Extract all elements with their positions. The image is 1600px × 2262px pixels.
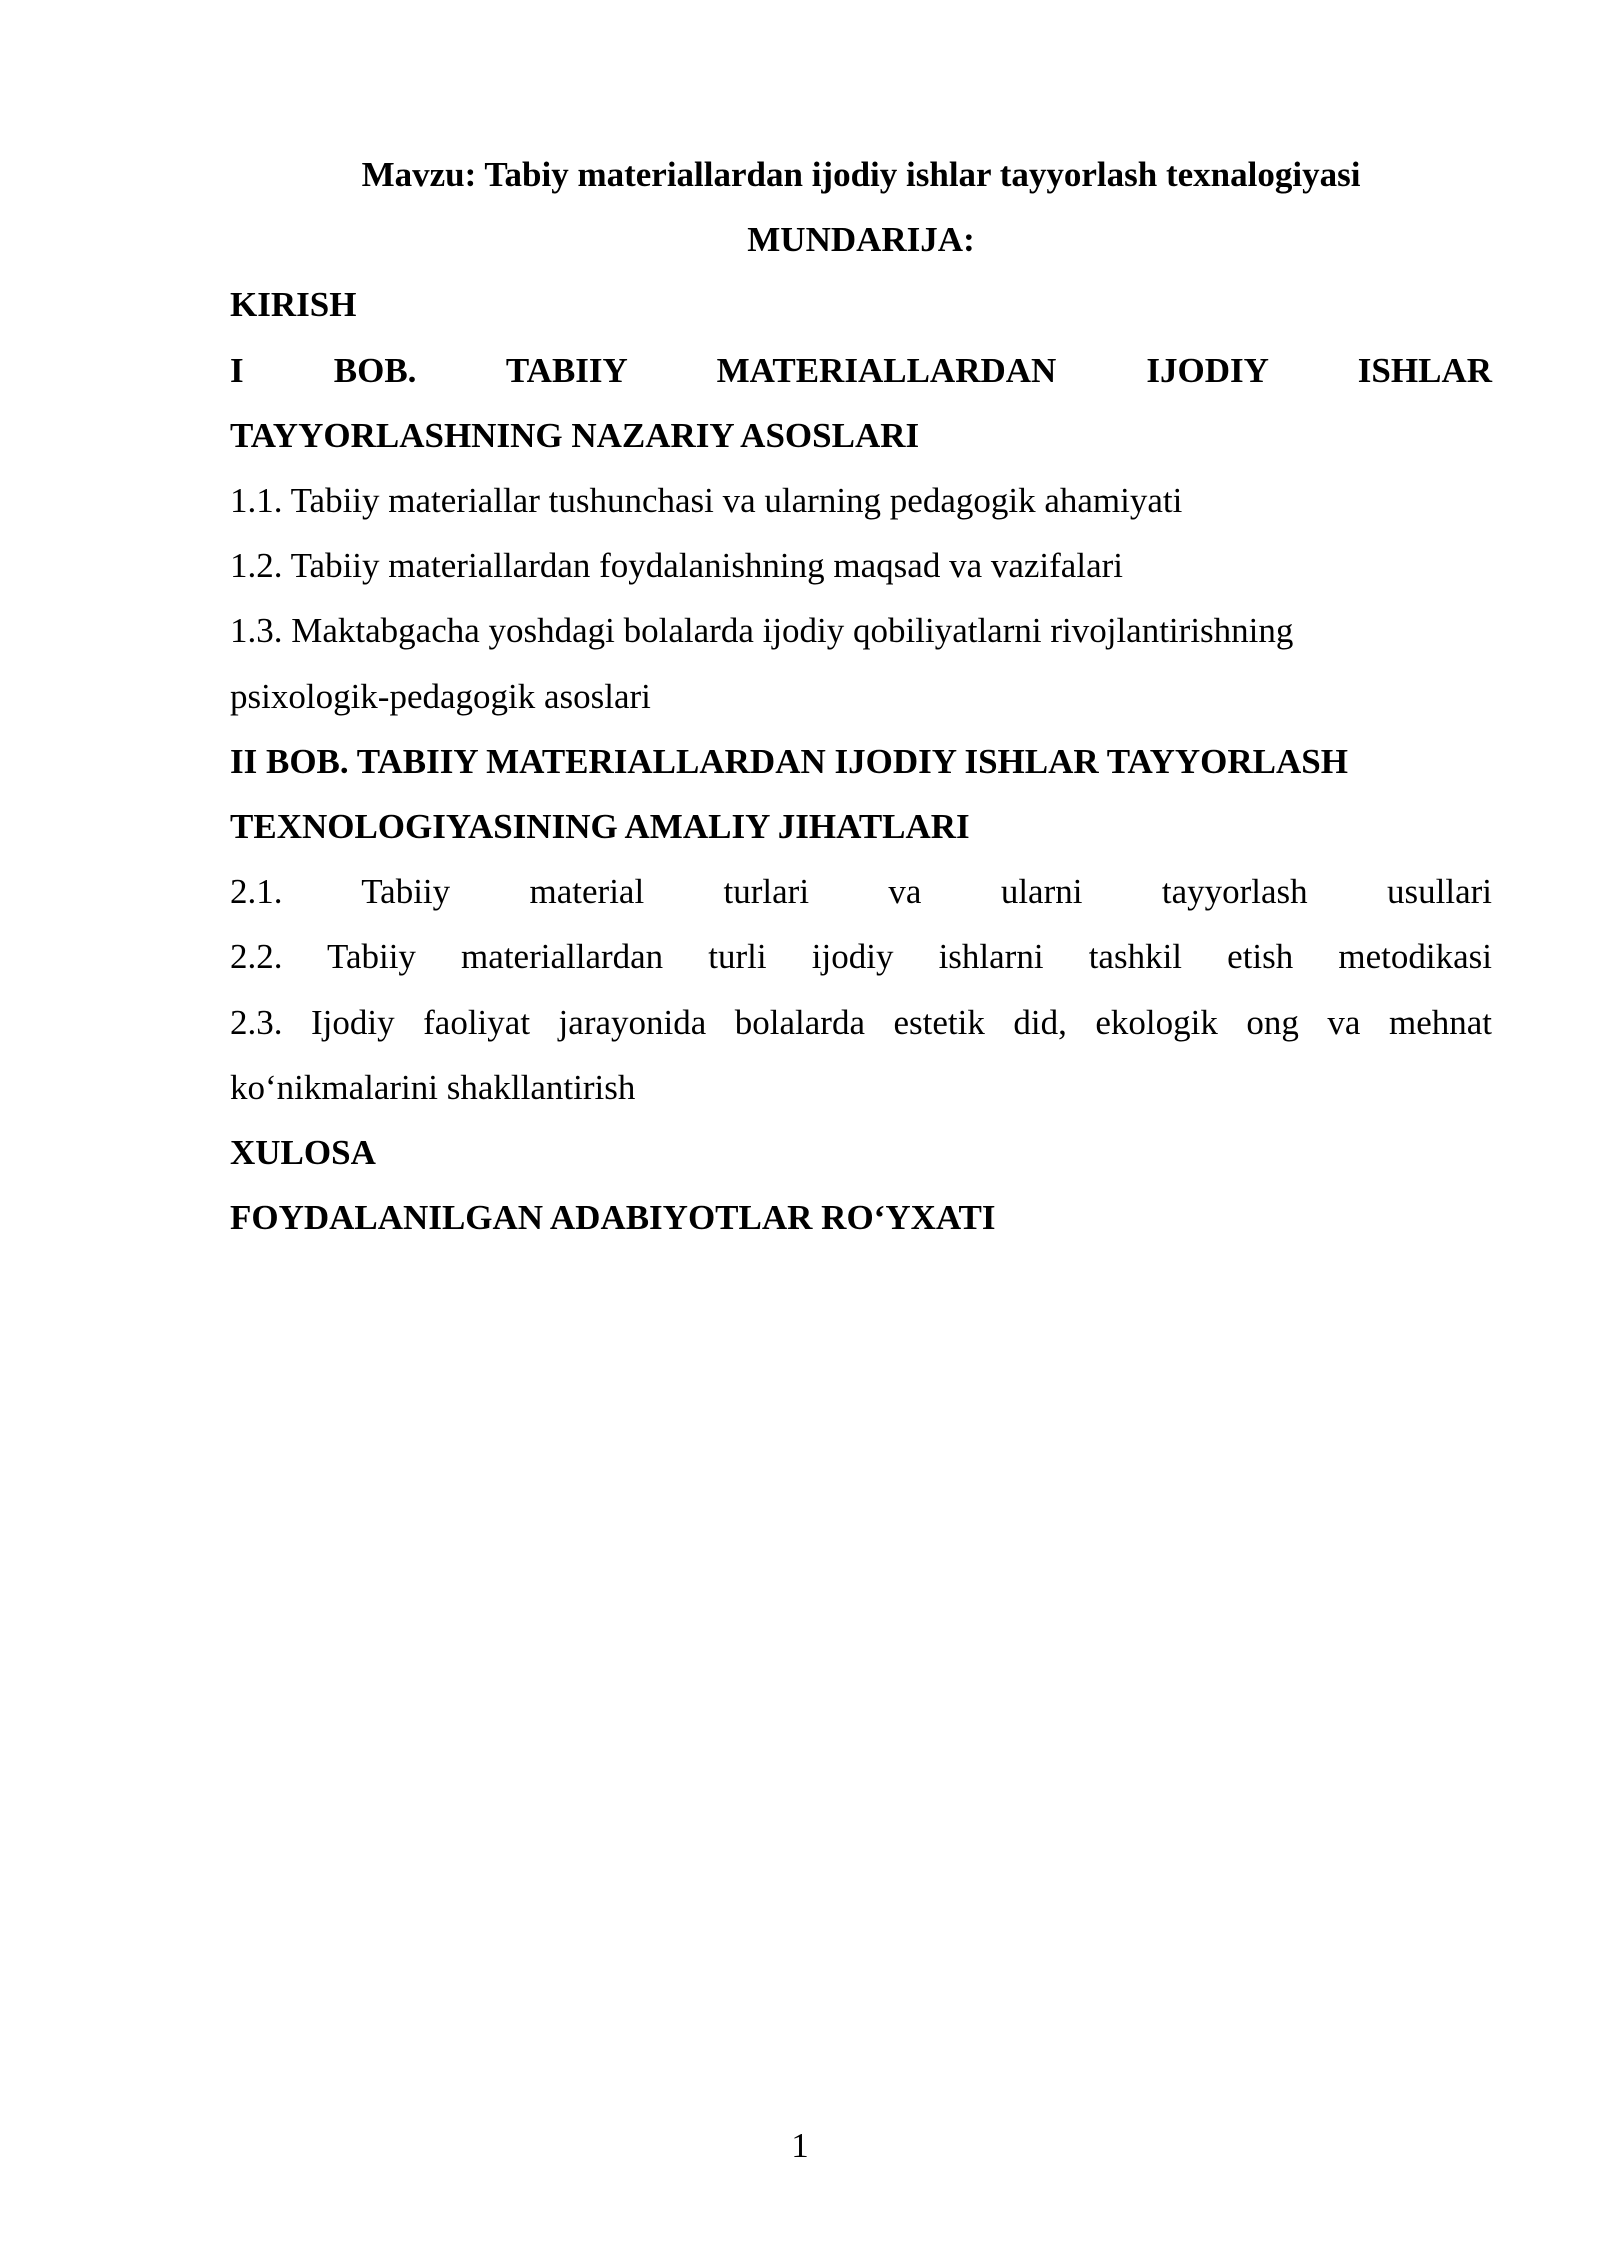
toc-item-2-3-cont: koʻnikmalarini shakllantirish bbox=[230, 1067, 636, 1107]
toc-item-1-2: 1.2. Tabiiy materiallardan foydalanishning maqsad va vazifalari bbox=[230, 546, 1123, 586]
page-number: 1 bbox=[791, 2126, 809, 2165]
toc-item-2-3: 2.3. Ijodiy faoliyat jarayonida bolalarda estetik did, ekologik ong va mehnat bbox=[230, 1002, 1492, 1042]
toc-item-1-1: 1.1. Tabiiy materiallar tushunchasi va ularning pedagogik ahamiyati bbox=[230, 481, 1183, 521]
toc-item-2-2: 2.2. Tabiiy materiallardan turli ijodiy ishlarni tashkil etish metodikasi bbox=[230, 937, 1492, 977]
toc-item-2-1: 2.1. Tabiiy material turlari va ularni tayyorlash usullari bbox=[230, 872, 1492, 912]
document-title: Mavzu: Tabiy materiallardan ijodiy ishlar tayyorlash texnalogiyasi bbox=[361, 155, 1361, 194]
toc-item-1-3-cont: psixologik-pedagogik asoslari bbox=[230, 676, 651, 716]
toc-references: FOYDALANILGAN ADABIYOTLAR ROʻYXATI bbox=[230, 1198, 996, 1238]
toc-item-1-3: 1.3. Maktabgacha yoshdagi bolalarda ijodiy qobiliyatlarni rivojlantirishning bbox=[230, 611, 1294, 651]
toc-chapter1-title: I BOB. TABIIY MATERIALLARDAN IJODIY ISHLAR bbox=[230, 350, 1492, 390]
toc-chapter2-title-cont: TEXNOLOGIYASINING AMALIY JIHATLARI bbox=[230, 807, 970, 847]
toc-chapter2-title: II BOB. TABIIY MATERIALLARDAN IJODIY ISHLAR TAYYORLASH bbox=[230, 741, 1348, 781]
toc-intro: KIRISH bbox=[230, 285, 357, 325]
toc-conclusion: XULOSA bbox=[230, 1133, 376, 1173]
table-of-contents bbox=[230, 142, 1492, 1250]
toc-heading: MUNDARIJA: bbox=[747, 220, 975, 260]
toc-chapter1-title-cont: TAYYORLASHNING NAZARIY ASOSLARI bbox=[230, 415, 920, 455]
